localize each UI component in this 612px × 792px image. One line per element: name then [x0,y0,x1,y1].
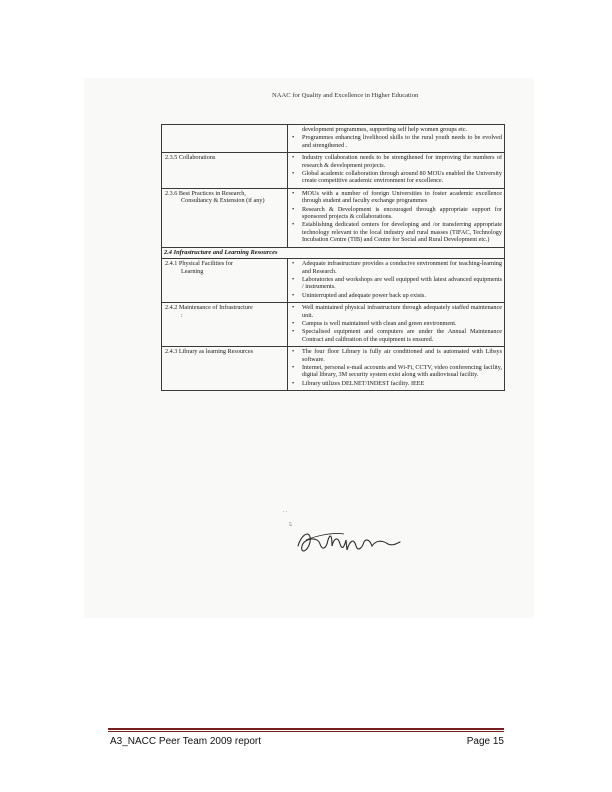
scan-marks: . . [283,508,288,514]
footer-rule-thin [108,731,504,732]
criterion-title-cont: : [181,311,183,319]
observation-item: • Uninterrupted and adequate power back up exists. [290,292,502,299]
section-heading: 2.4 Infrastructure and Learning Resources [162,247,505,258]
signature-image [292,526,402,558]
assessment-table [161,124,505,391]
observations-cell [288,188,505,247]
observation-item: • Industry collaboration needs to be strengthened for improving the numbers of research & development projects. [290,154,502,169]
criterion-label [162,125,288,153]
observation-item: • Library utilizes DELNET/INDEST facility. IEEE [290,380,502,387]
page-header: NAAC for Quality and Excellence in Higher Education [272,92,419,99]
table-row [162,188,505,247]
footer-rule [108,728,504,730]
criterion-title: 2.4.3 Library as learning Resources [165,348,253,356]
criterion-title: 2.4.1 Physical Facilities for [165,260,233,268]
observation-item: • Research & Development is encouraged through appropriate support for sponsored projects & collaborations. [290,206,502,221]
criterion-title-cont: Consultancy & Extension (if any) [181,197,265,205]
criterion-label [162,188,288,247]
criterion-title: 2.3.6 Best Practices in Research, [165,189,246,197]
observation-item: • Well maintained physical infrastructure through adequately staffed maintenance unit. [290,304,502,319]
criterion-title: 2.4.2 Maintenance of Infrastructure [165,304,253,312]
observation-item: • Establishing dedicated centers for developing and /or transferring appropriate technology relevant to the local industry and rural masses (TIFAC, Technology Incubation Centre (TIB) and Centre for Social and Rural Development etc.) [290,221,502,243]
observations-cell [288,347,505,391]
criterion-label [162,303,288,347]
observation-item: • Laboratories and workshops are well equipped with latest advanced equipments / instruments. [290,276,502,291]
footer-page-number: Page 15 [466,736,504,747]
observation-item: • Specialised equipment and computers are under the Annual Maintenance Contract and calibration of the equipment is ensured. [290,328,502,343]
table-row [162,303,505,347]
observations-cell [288,303,505,347]
observation-list [290,190,502,244]
observation-item: • Adequate infrastructure provides a conducive environment for teaching-learning and Research. [290,260,502,275]
observation-list [290,126,502,149]
observation-item: • The four floor Library is fully air conditioned and is automated with Libsys software. [290,348,502,363]
scan-page-number: 5 [289,522,292,528]
criterion-label [162,153,288,189]
observation-item: • MOUs with a number of foreign Universities to foster academic excellence through student and faculty exchange programmes [290,190,502,205]
criterion-label [162,259,288,303]
observation-item: • Internet, personal e-mail accounts and Wi-Fi, CCTV, video conferencing facility, digital library, 3M security system exist along with audiovisual facility. [290,364,502,379]
criterion-title-cont: Learning [181,267,204,275]
criterion-title: 2.3.5 Collaborations [165,154,216,162]
observation-list [290,348,502,387]
criterion-label [162,347,288,391]
observation-list [290,154,502,185]
observation-item: • Campus is well maintained with clean and green environment. [290,320,502,327]
table-row [162,125,505,153]
table-row [162,153,505,189]
observation-list [290,304,502,343]
table-row [162,347,505,391]
observation-item: development programmes, supporting self help women groups etc. [302,126,468,133]
footer-report-title: A3_NACC Peer Team 2009 report [110,736,262,747]
observations-cell [288,125,505,153]
observation-item: • Global academic collaboration through around 80 MOUs enabled the University create competitive academic environment for excellence. [290,170,502,185]
observations-cell [288,259,505,303]
observation-list [290,260,502,299]
observation-item: • Programmes enhancing livelihood skills to the rural youth needs to be evolved and strengthened . [290,134,502,149]
section-heading-row [162,247,505,258]
observations-cell [288,153,505,189]
table-row [162,259,505,303]
